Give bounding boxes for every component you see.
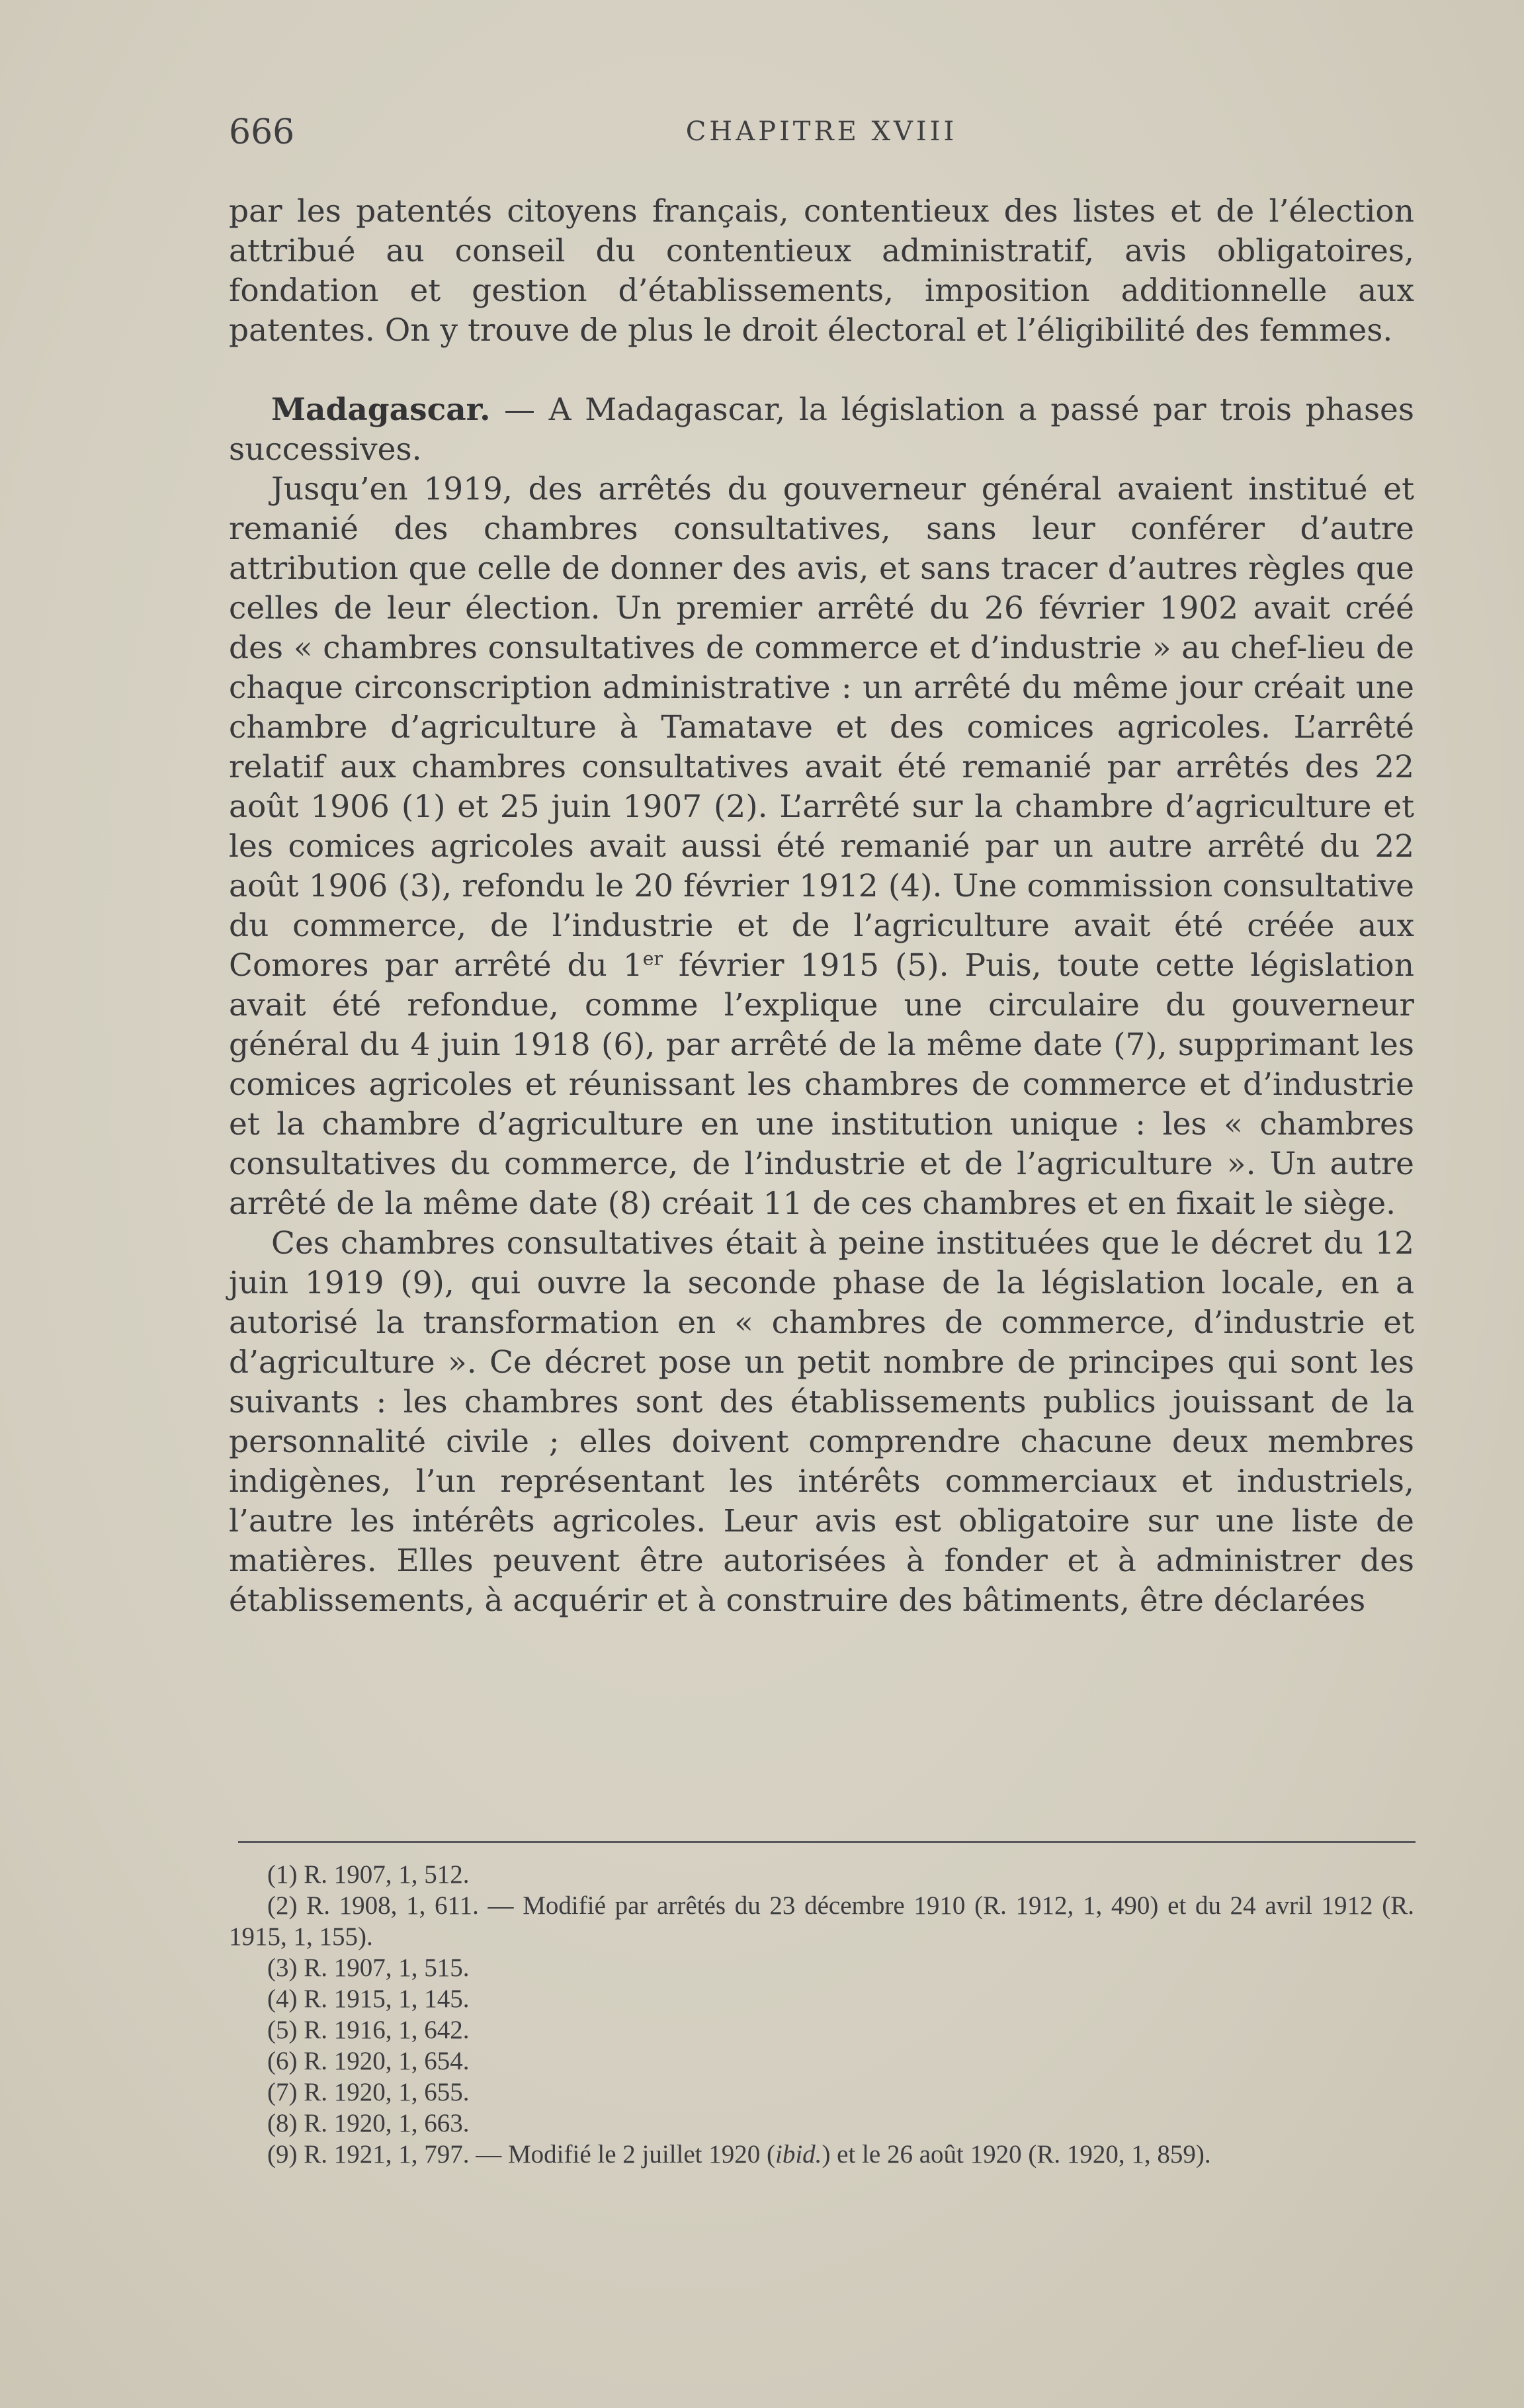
footnote-divider — [238, 1841, 1416, 1843]
footnote-5: (5) R. 1916, 1, 642. — [267, 2016, 470, 2044]
footnote-9-text-a: (9) R. 1921, 1, 797. — Modifié le 2 juillet 1920 ( — [267, 2140, 776, 2169]
paragraph-3-text-a: Jusqu’en 1919, des arrêtés du gouverneur général avaient institué et remanié des chambres consultatives, sans leur conférer d’autre attribution que celle de donner des avis, et sans tracer d’autres règles que celles de leur élection. Un premier arrêté du 26 février 1902 avait créé des « chambres consultatives de commerce et d’industrie » au chef-lieu de chaque circonscription administrative : un arrêté du même jour créait une chambre d’agriculture à Tamatave et des comices agricoles. L’arrêté relatif aux chambres consultatives avait été remanié par arrêtés des 22 août 1906 (1) et 25 juin 1907 (2). L’arrêté sur la chambre d’agriculture et les comices agricoles avait aussi été remanié par un autre arrêté du 22 août 1906 (3), refondu le 20 février 1912 (4). Une commission consultative du commerce, de l’industrie et de l’agriculture avait été créée aux Comores par arrêté du 1 — [229, 471, 1414, 984]
page-number: 666 — [229, 112, 295, 152]
footnote-2: (2) R. 1908, 1, 611. — Modifié par arrêtés du 23 décembre 1910 (R. 1912, 1, 490) et du 24 avril 1912 (R. 1915, 1, 155). — [229, 1891, 1414, 1951]
paragraph-3-text-b: février 1915 (5). Puis, toute cette législation avait été refondue, comme l’explique une circulaire du gouverneur général du 4 juin 1918 (6), par arrêté de la même date (7), supprimant les comices agricoles et réunissant les chambres de commerce et d’industrie et la chambre d’agriculture en une institution unique : les « chambres consultatives du commerce, de l’industrie et de l’agriculture ». Un autre arrêté de la même date (8) créait 11 de ces chambres et en fixait le siège. — [229, 947, 1414, 1222]
paragraph-1: par les patentés citoyens français, contentieux des listes et de l’élection attribué au conseil du contentieux administratif, avis obligatoires, fondation et gestion d’établissements, imposition additionnelle aux patentes. On y trouve de plus le droit électoral et l’éligibilité des femmes. — [229, 193, 1414, 349]
footnote-9-continuation: (R. 1920, 1, 859). — [1028, 2140, 1211, 2169]
footnote-7: (7) R. 1920, 1, 655. — [267, 2078, 470, 2106]
paragraph-3 — [229, 470, 1414, 1224]
paragraph-2-text: — A Madagascar, la législation a passé par trois phases successives. — [229, 392, 1414, 468]
page-header — [229, 112, 1414, 159]
footnote-6: (6) R. 1920, 1, 654. — [267, 2047, 470, 2075]
running-title: CHAPITRE XVIII — [685, 116, 958, 147]
footnote-9-ibid: ibid. — [775, 2140, 822, 2169]
body-text — [229, 192, 1414, 1621]
paragraph-3-superscript: er — [642, 947, 663, 970]
paragraph-madagascar — [229, 390, 1414, 470]
footnote-9 — [229, 2139, 1414, 2170]
footnote-8: (8) R. 1920, 1, 663. — [267, 2109, 470, 2137]
footnote-3: (3) R. 1907, 1, 515. — [267, 1954, 470, 1982]
paragraph-4: Ces chambres consultatives était à peine instituées que le décret du 12 juin 1919 (9), qui ouvre la seconde phase de la législation locale, en a autorisé la transformation en « chambres de commerce, d’industrie et d’agriculture ». Ce décret pose un petit nombre de principes qui sont les suivants : les chambres sont des établissements publics jouissant de la personnalité civile ; elles doivent comprendre chacune deux membres indigènes, l’un représentant les intérêts commerciaux et industriels, l’autre les intérêts agricoles. Leur avis est obligatoire sur une liste de matières. Elles peuvent être autorisées à fonder et à administrer des établissements, à acquérir et à construire des bâtiments, être déclarées — [229, 1225, 1414, 1619]
section-title-madagascar: Madagascar. — [271, 392, 491, 428]
footnote-9-text-b: ) et le 26 août 1920 — [822, 2140, 1022, 2169]
footnote-4: (4) R. 1915, 1, 145. — [267, 1985, 470, 2013]
footnote-1: (1) R. 1907, 1, 512. — [267, 1860, 470, 1889]
footnotes — [229, 1859, 1414, 2170]
